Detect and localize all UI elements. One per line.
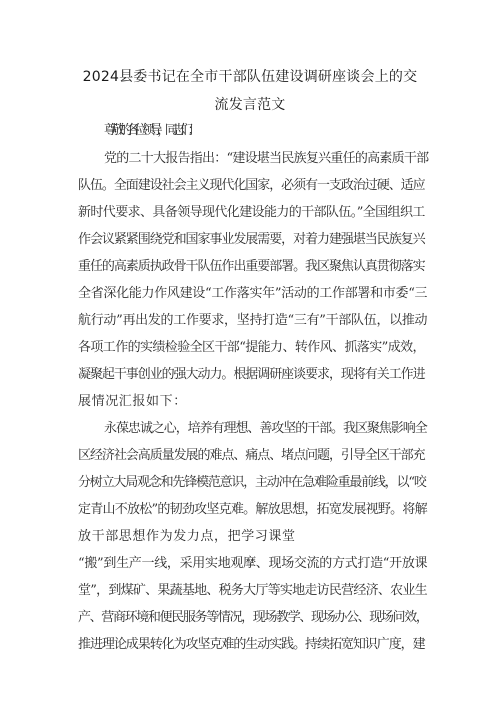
document-title-line-1: 2024县委书记在全市干部队伍建设调研座谈会上的交 <box>82 69 418 85</box>
body-line: 分树立大局观念和先锋模范意识，主动冲在急难险重最前线，以“咬 <box>78 475 426 490</box>
body-line: 堂”，到煤矿、果蔬基地、税务大厅等实地走访民营经济、农业生 <box>78 583 427 598</box>
body-line: 凝聚起干事创业的强大动力。根据调研座谈要求，现将有关工作进 <box>78 367 425 382</box>
body-line: 航行动”再出发的工作要求，坚持打造“三有”干部队伍，以推动 <box>78 313 428 328</box>
body-line: 定青山不放松”的韧劲攻坚克难。解放思想，拓宽发展视野。将解 <box>78 502 427 517</box>
body-line: 各项工作的实绩检验全区干部“提能力、转作风、抓落实”成效， <box>78 340 425 355</box>
body-line: 全省深化能力作风建设“工作落实年”活动的工作部署和市委“三 <box>78 286 428 301</box>
body-line: 推进理论成果转化为攻坚克难的生动实践。持续拓宽知识广度，建 <box>78 637 425 652</box>
document-title-line-2: 流发言范文 <box>214 97 286 113</box>
greeting: 尊敬的各位领导，同志们： <box>104 123 196 138</box>
body-line: 新时代要求、具备领导现代化建设能力的干部队伍。”全国组织工 <box>78 205 425 220</box>
body-line: “搬”到生产一线，采用实地观摩、现场交流的方式打造“开放课 <box>78 556 428 571</box>
body-line: 重任的高素质执政骨干队伍作出重要部署。我区聚焦认真贯彻落实 <box>78 259 425 274</box>
body-line: 党的二十大报告指出：“建设堪当民族复兴重任的高素质干部 <box>104 151 429 166</box>
body-line: 产、营商环境和便民服务等情况，现场教学、现场办公、现场问效， <box>78 610 428 625</box>
body-line: 永葆忠诚之心，培养有理想、善攻坚的干部。我区聚焦影响全 <box>104 421 427 436</box>
body-line: 队伍。全面建设社会主义现代化国家，必须有一支政治过硬、适应 <box>78 178 425 193</box>
body-line: 作会议紧紧围绕党和国家事业发展需要，对着力建强堪当民族复兴 <box>78 232 425 247</box>
body-line: 展情况汇报如下： <box>78 394 187 409</box>
body-line: 放干部思想作为发力点，把学习课堂 <box>78 529 296 544</box>
body-line: 区经济社会高质量发展的难点、痛点、堵点问题，引导全区干部充 <box>78 448 425 463</box>
